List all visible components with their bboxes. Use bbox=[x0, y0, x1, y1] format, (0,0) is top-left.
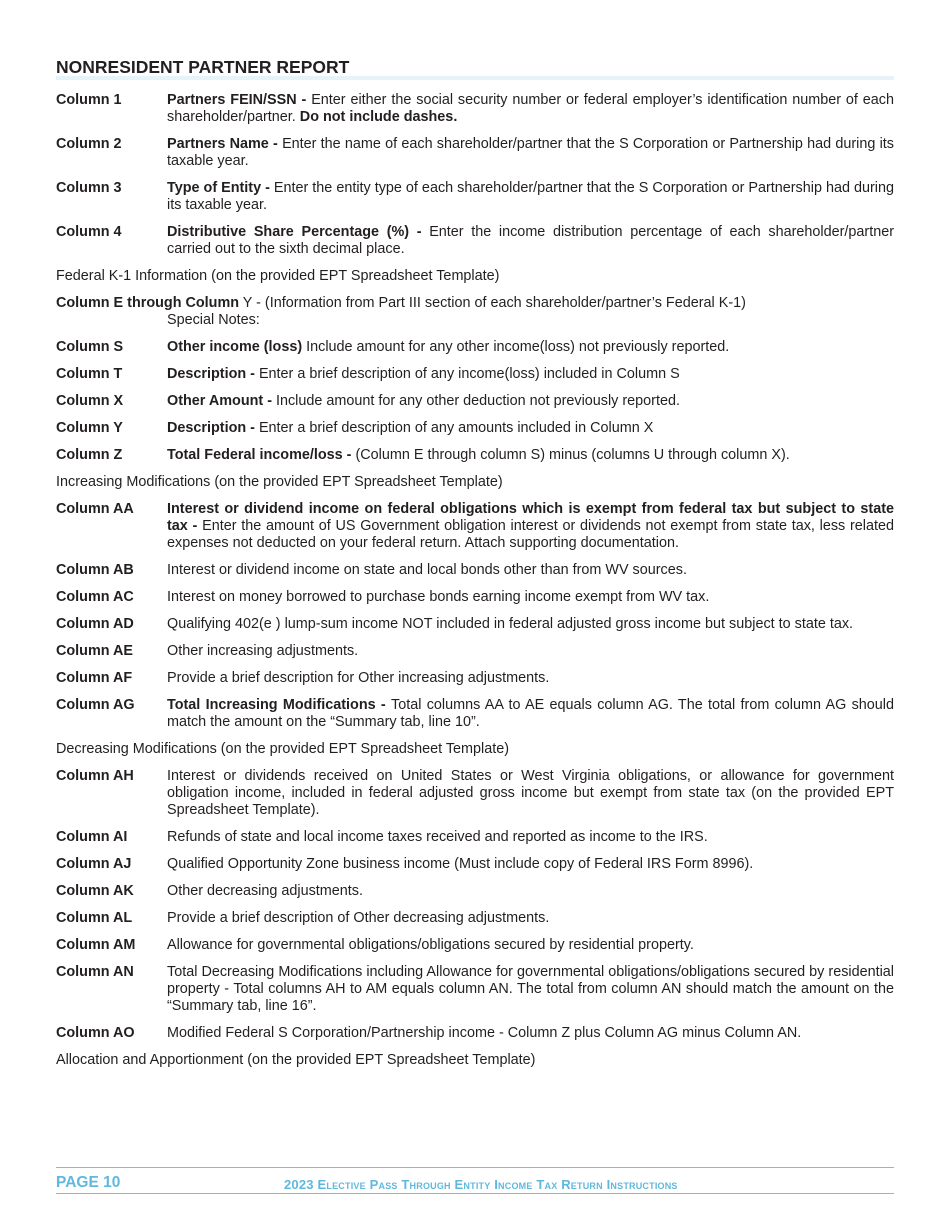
entry-text: Interest or dividend income on state and local bonds other than from WV sources. bbox=[167, 562, 687, 578]
column-description bbox=[167, 393, 894, 410]
column-entry bbox=[56, 393, 894, 410]
footer-rule-bottom bbox=[56, 1193, 894, 1194]
entry-term: Other income (loss) bbox=[167, 339, 307, 355]
entry-term: Partners FEIN/SSN - bbox=[167, 92, 312, 108]
column-entry bbox=[56, 670, 894, 687]
column-entry bbox=[56, 295, 894, 329]
column-description bbox=[167, 1025, 894, 1042]
entry-text: Enter a brief description of any income(loss) included in Column S bbox=[258, 366, 680, 382]
entry-text: Enter the income distribution percentage of each shareholder/partner carried out to the sixth decimal place. bbox=[167, 224, 894, 257]
column-description bbox=[167, 366, 894, 383]
footer-title: 2023 Elective Pass Through Entity Income Tax Return Instructions bbox=[284, 1177, 678, 1192]
entry-term: Interest or dividend income on federal obligations which is exempt from federal tax but subject to state tax - bbox=[167, 501, 894, 534]
entry-text: Enter a brief description of any amounts included in Column X bbox=[258, 420, 654, 436]
column-label: Column AF bbox=[56, 670, 133, 686]
entry-text: Interest or dividends received on United States or West Virginia obligations, or allowance for government obligation income, included in federal adjusted gross income but exempt from state tax (on the provided EPT Spreadsheet Template). bbox=[167, 768, 894, 818]
entry-text: Provide a brief description for Other increasing adjustments. bbox=[167, 670, 550, 686]
column-description bbox=[167, 829, 894, 846]
column-label: Column AJ bbox=[56, 856, 132, 872]
column-description bbox=[167, 697, 894, 731]
entry-text: Provide a brief description of Other decreasing adjustments. bbox=[167, 910, 550, 926]
entry-text: Allowance for governmental obligations/obligations secured by residential property. bbox=[167, 937, 694, 953]
column-label: Column AG bbox=[56, 697, 135, 713]
column-description bbox=[167, 501, 894, 552]
column-label: Column AE bbox=[56, 643, 134, 659]
column-entry bbox=[56, 856, 894, 873]
column-label: Column AO bbox=[56, 1025, 135, 1041]
column-description bbox=[167, 447, 894, 464]
column-entry bbox=[56, 562, 894, 579]
column-label: Column X bbox=[56, 393, 124, 409]
column-description bbox=[167, 768, 894, 819]
footer-rule-top bbox=[56, 1167, 894, 1168]
column-label: Column AK bbox=[56, 883, 134, 899]
column-label: Column AL bbox=[56, 910, 133, 926]
section-heading: Increasing Modifications (on the provided EPT Spreadsheet Template) bbox=[56, 474, 503, 490]
entry-text: Enter the entity type of each shareholder/partner that the S Corporation or Partnership had during its taxable year. bbox=[167, 180, 894, 213]
special-notes-label: Special Notes: bbox=[167, 312, 260, 328]
column-description bbox=[167, 136, 894, 170]
column-label: Column AM bbox=[56, 937, 136, 953]
section-heading: Decreasing Modifications (on the provided EPT Spreadsheet Template) bbox=[56, 741, 510, 757]
column-entry bbox=[56, 92, 894, 126]
entry-term: Type of Entity - bbox=[167, 180, 274, 196]
entry-text: Enter either the social security number or federal employer’s identification number of each shareholder/partner. bbox=[167, 92, 894, 125]
column-description bbox=[167, 616, 894, 633]
column-description bbox=[167, 420, 894, 437]
entry-text: Include amount for any other deduction not previously reported. bbox=[275, 393, 680, 409]
entry-text: Enter the name of each shareholder/partner that the S Corporation or Partnership had during its taxable year. bbox=[167, 136, 895, 169]
column-entry bbox=[56, 697, 894, 731]
column-label: Column Y bbox=[56, 420, 123, 436]
column-label: Column AN bbox=[56, 964, 134, 980]
column-label: Column S bbox=[56, 339, 124, 355]
entry-term: Partners Name - bbox=[167, 136, 283, 152]
column-entry bbox=[56, 883, 894, 900]
column-label: Column AA bbox=[56, 501, 134, 517]
column-entry bbox=[56, 616, 894, 633]
entry-term: Description - bbox=[167, 420, 259, 436]
column-entry bbox=[56, 589, 894, 606]
column-description bbox=[167, 92, 894, 126]
entry-term: Total Federal income/loss - bbox=[167, 447, 356, 463]
entry-text: Interest on money borrowed to purchase bonds earning income exempt from WV tax. bbox=[167, 589, 710, 605]
entry-term: Description - bbox=[167, 366, 259, 382]
column-entry bbox=[56, 501, 894, 552]
column-label: Column 4 bbox=[56, 224, 122, 240]
column-label: Column Z bbox=[56, 447, 123, 463]
column-description bbox=[167, 883, 894, 900]
column-description bbox=[167, 339, 894, 356]
entry-text: Other decreasing adjustments. bbox=[167, 883, 363, 899]
column-entry bbox=[56, 910, 894, 927]
page-number: PAGE 10 bbox=[56, 1174, 121, 1191]
column-description bbox=[167, 224, 894, 258]
column-label: Column AH bbox=[56, 768, 134, 784]
column-label: Column 3 bbox=[56, 180, 122, 196]
column-description bbox=[167, 937, 894, 954]
column-label: Column AC bbox=[56, 589, 134, 605]
column-entry bbox=[56, 1025, 894, 1042]
column-label: Column 1 bbox=[56, 92, 122, 108]
column-entry bbox=[56, 366, 894, 383]
column-entry bbox=[56, 964, 894, 1015]
document-body bbox=[56, 92, 894, 1079]
entry-text: Total Decreasing Modifications including Allowance for governmental obligations/obligations secured by residential property - Total columns AH to AM equals column AN. The total from column AN should match the amount on the “Summary tab, line 16”. bbox=[167, 964, 894, 1014]
entry-term: Total Increasing Modifications - bbox=[167, 697, 392, 713]
column-entry bbox=[56, 136, 894, 170]
entry-text: Include amount for any other income(loss) not previously reported. bbox=[306, 339, 730, 355]
column-description bbox=[167, 670, 894, 687]
entry-term: Do not include dashes. bbox=[299, 109, 458, 125]
column-label: Column AI bbox=[56, 829, 128, 845]
column-entry bbox=[56, 643, 894, 660]
column-entry bbox=[56, 180, 894, 214]
entry-text: Enter the amount of US Government obligation interest or dividends not exempt from state tax, less related expenses not deducted on your federal return. Attach supporting documentation. bbox=[167, 518, 894, 551]
entry-text: Qualifying 402(e ) lump-sum income NOT included in federal adjusted gross income but subject to state tax. bbox=[167, 616, 854, 632]
entry-line bbox=[56, 295, 894, 312]
column-entry bbox=[56, 768, 894, 819]
column-entry bbox=[56, 339, 894, 356]
column-description bbox=[167, 562, 894, 579]
entry-term: Other Amount - bbox=[167, 393, 276, 409]
entry-text: Qualified Opportunity Zone business income (Must include copy of Federal IRS Form 8996). bbox=[167, 856, 754, 872]
entry-text: Total columns AA to AE equals column AG. The total from column AG should match the amount on the “Summary tab, line 10”. bbox=[167, 697, 894, 730]
column-description bbox=[167, 180, 894, 214]
column-description bbox=[167, 964, 894, 1015]
section-heading: Federal K-1 Information (on the provided EPT Spreadsheet Template) bbox=[56, 268, 500, 284]
column-label: Column AB bbox=[56, 562, 134, 578]
column-label: Column T bbox=[56, 366, 123, 382]
entry-text: Y - (Information from Part III section of each shareholder/partner’s Federal K-1) bbox=[239, 295, 746, 311]
column-entry bbox=[56, 447, 894, 464]
entry-text: Refunds of state and local income taxes received and reported as income to the IRS. bbox=[167, 829, 708, 845]
entry-term: Distributive Share Percentage (%) - bbox=[167, 224, 430, 240]
entry-term: Column E through Column bbox=[56, 295, 240, 311]
column-description bbox=[167, 643, 894, 660]
column-description bbox=[167, 589, 894, 606]
section-heading: Allocation and Apportionment (on the provided EPT Spreadsheet Template) bbox=[56, 1052, 536, 1068]
entry-text: Modified Federal S Corporation/Partnership income - Column Z plus Column AG minus Column AN. bbox=[167, 1025, 802, 1041]
column-label: Column 2 bbox=[56, 136, 122, 152]
column-description bbox=[167, 856, 894, 873]
entry-text: Other increasing adjustments. bbox=[167, 643, 359, 659]
entry-text: (Column E through column S) minus (columns U through column X). bbox=[355, 447, 790, 463]
page-title bbox=[56, 56, 894, 80]
column-entry bbox=[56, 420, 894, 437]
column-entry bbox=[56, 829, 894, 846]
column-description bbox=[167, 910, 894, 927]
column-label: Column AD bbox=[56, 616, 134, 632]
column-entry bbox=[56, 937, 894, 954]
page-title-text: NONRESIDENT PARTNER REPORT bbox=[56, 57, 350, 77]
column-entry bbox=[56, 224, 894, 258]
